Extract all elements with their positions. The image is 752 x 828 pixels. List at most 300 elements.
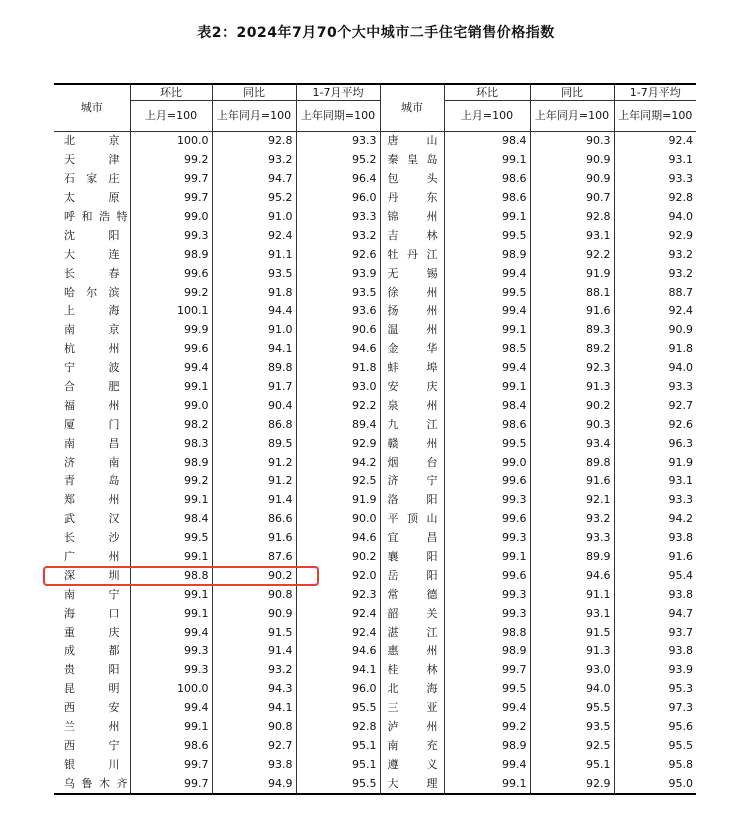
left-yoy-cell: 91.2	[212, 453, 296, 472]
table-row	[54, 132, 696, 151]
left-mom-cell: 99.7	[130, 774, 212, 794]
left-city-cell: 昆 明	[64, 682, 120, 696]
right-yoy-cell: 92.9	[530, 774, 614, 794]
left-mom-cell: 99.1	[130, 604, 212, 623]
right-city-cell: 秦皇岛	[380, 151, 444, 170]
left-city-cell: 南 京	[64, 323, 120, 337]
left-avg-cell: 92.2	[296, 396, 380, 415]
table-row	[54, 737, 696, 756]
right-mom-cell: 99.1	[444, 548, 530, 567]
left-yoy-cell: 91.0	[212, 208, 296, 227]
right-mom-cell: 98.9	[444, 737, 530, 756]
right-yoy-cell: 93.5	[530, 718, 614, 737]
left-city-cell: 杭 州	[64, 342, 120, 356]
left-avg-cell: 95.1	[296, 737, 380, 756]
left-yoy-cell: 94.1	[212, 340, 296, 359]
table-row	[54, 453, 696, 472]
right-avg-cell: 92.4	[614, 132, 696, 151]
left-city-cell: 宁 波	[64, 361, 120, 375]
left-city-cell: 合 肥	[64, 380, 120, 394]
left-avg-cell: 94.1	[296, 661, 380, 680]
table-row	[54, 226, 696, 245]
left-mom-cell: 98.9	[130, 453, 212, 472]
left-city-cell: 长 沙	[64, 531, 120, 545]
left-mom-cell: 99.6	[130, 264, 212, 283]
right-city-cell: 徐 州	[380, 283, 444, 302]
table-row	[54, 529, 696, 548]
avg-base-left: 上年同期=100	[296, 101, 380, 132]
left-mom-cell: 99.2	[130, 283, 212, 302]
table-row	[54, 642, 696, 661]
left-avg-cell: 91.9	[296, 491, 380, 510]
right-mom-cell: 99.6	[444, 510, 530, 529]
right-yoy-cell: 93.3	[530, 529, 614, 548]
left-avg-cell: 92.6	[296, 245, 380, 264]
left-yoy-cell: 93.5	[212, 264, 296, 283]
mom-header-left: 环比	[130, 84, 212, 101]
right-city-cell: 锦 州	[380, 208, 444, 227]
left-avg-cell: 94.6	[296, 642, 380, 661]
left-yoy-cell: 94.1	[212, 699, 296, 718]
right-yoy-cell: 90.3	[530, 415, 614, 434]
right-yoy-cell: 94.0	[530, 680, 614, 699]
left-mom-cell: 99.3	[130, 642, 212, 661]
table-row	[54, 415, 696, 434]
left-city-cell: 太 原	[64, 191, 120, 205]
right-mom-cell: 99.1	[444, 321, 530, 340]
right-avg-cell: 93.8	[614, 585, 696, 604]
right-city-cell: 金 华	[380, 340, 444, 359]
right-yoy-cell: 91.3	[530, 378, 614, 397]
left-city-cell: 西 宁	[64, 738, 120, 752]
left-city-cell: 成 都	[64, 644, 120, 658]
left-city-cell: 大 连	[64, 247, 120, 261]
right-yoy-cell: 89.8	[530, 453, 614, 472]
left-yoy-cell: 91.7	[212, 378, 296, 397]
left-yoy-cell: 92.4	[212, 226, 296, 245]
right-avg-cell: 90.9	[614, 321, 696, 340]
right-avg-cell: 95.6	[614, 718, 696, 737]
right-city-cell: 丹 东	[380, 189, 444, 208]
left-mom-cell: 99.1	[130, 585, 212, 604]
left-mom-cell: 98.2	[130, 415, 212, 434]
right-yoy-cell: 92.2	[530, 245, 614, 264]
right-yoy-cell: 91.3	[530, 642, 614, 661]
left-yoy-cell: 91.2	[212, 472, 296, 491]
right-city-cell: 洛 阳	[380, 491, 444, 510]
table-row	[54, 566, 696, 585]
right-mom-cell: 99.3	[444, 604, 530, 623]
city-header-right: 城市	[380, 84, 444, 132]
right-avg-cell: 88.7	[614, 283, 696, 302]
right-mom-cell: 99.4	[444, 699, 530, 718]
left-avg-cell: 92.8	[296, 718, 380, 737]
right-avg-cell: 93.1	[614, 472, 696, 491]
right-yoy-cell: 93.1	[530, 604, 614, 623]
mom-header-right: 环比	[444, 84, 530, 101]
city-header-left: 城市	[54, 84, 130, 132]
left-mom-cell: 100.0	[130, 680, 212, 699]
left-mom-cell: 99.7	[130, 170, 212, 189]
right-city-cell: 泸 州	[380, 718, 444, 737]
right-city-cell: 北 海	[380, 680, 444, 699]
left-avg-cell: 89.4	[296, 415, 380, 434]
right-yoy-cell: 94.6	[530, 566, 614, 585]
right-avg-cell: 93.3	[614, 378, 696, 397]
left-city-cell: 上 海	[64, 304, 120, 318]
right-city-cell: 吉 林	[380, 226, 444, 245]
left-mom-cell: 99.7	[130, 189, 212, 208]
right-avg-cell: 96.3	[614, 434, 696, 453]
left-city-cell: 海 口	[64, 606, 120, 620]
right-avg-cell: 93.7	[614, 623, 696, 642]
table-row	[54, 434, 696, 453]
left-yoy-cell: 90.8	[212, 585, 296, 604]
left-mom-cell: 98.4	[130, 510, 212, 529]
left-city-cell: 广 州	[64, 550, 120, 564]
left-yoy-cell: 93.2	[212, 661, 296, 680]
right-avg-cell: 97.3	[614, 699, 696, 718]
right-mom-cell: 99.3	[444, 529, 530, 548]
left-city-cell: 天 津	[64, 153, 120, 167]
left-mom-cell: 98.6	[130, 737, 212, 756]
right-mom-cell: 98.4	[444, 396, 530, 415]
right-city-cell: 惠 州	[380, 642, 444, 661]
right-city-cell: 湛 江	[380, 623, 444, 642]
left-avg-cell: 96.0	[296, 189, 380, 208]
table-row	[54, 585, 696, 604]
left-avg-cell: 93.9	[296, 264, 380, 283]
table-row	[54, 774, 696, 794]
left-mom-cell: 100.0	[130, 132, 212, 151]
left-avg-cell: 93.2	[296, 226, 380, 245]
right-mom-cell: 98.9	[444, 642, 530, 661]
left-mom-cell: 99.5	[130, 529, 212, 548]
left-mom-cell: 99.4	[130, 699, 212, 718]
left-mom-cell: 99.1	[130, 718, 212, 737]
table-row	[54, 680, 696, 699]
left-yoy-cell: 91.8	[212, 283, 296, 302]
left-avg-cell: 95.5	[296, 774, 380, 794]
left-city-cell: 呼和浩特	[64, 210, 128, 223]
right-yoy-cell: 89.3	[530, 321, 614, 340]
right-avg-cell: 93.3	[614, 491, 696, 510]
yoy-base-right: 上年同月=100	[530, 101, 614, 132]
left-avg-cell: 96.0	[296, 680, 380, 699]
right-city-cell: 牡丹江	[380, 245, 444, 264]
mom-base-right: 上月=100	[444, 101, 530, 132]
right-mom-cell: 99.1	[444, 151, 530, 170]
right-city-cell: 岳 阳	[380, 566, 444, 585]
right-yoy-cell: 90.3	[530, 132, 614, 151]
left-yoy-cell: 89.8	[212, 359, 296, 378]
right-city-cell: 三 亚	[380, 699, 444, 718]
left-yoy-cell: 91.6	[212, 529, 296, 548]
right-city-cell: 襄 阳	[380, 548, 444, 567]
left-avg-cell: 95.2	[296, 151, 380, 170]
avg-header-left: 1-7月平均	[296, 84, 380, 101]
right-city-cell: 烟 台	[380, 453, 444, 472]
left-mom-cell: 99.4	[130, 623, 212, 642]
right-yoy-cell: 90.7	[530, 189, 614, 208]
right-mom-cell: 98.4	[444, 132, 530, 151]
right-mom-cell: 99.6	[444, 566, 530, 585]
left-yoy-cell: 90.9	[212, 604, 296, 623]
left-city-cell: 南 昌	[64, 436, 120, 450]
left-city-cell: 沈 阳	[64, 228, 120, 242]
table-row	[54, 755, 696, 774]
table-row	[54, 283, 696, 302]
left-avg-cell: 94.6	[296, 340, 380, 359]
left-yoy-cell: 91.4	[212, 491, 296, 510]
left-yoy-cell: 94.7	[212, 170, 296, 189]
right-city-cell: 九 江	[380, 415, 444, 434]
right-mom-cell: 99.4	[444, 302, 530, 321]
left-avg-cell: 95.5	[296, 699, 380, 718]
right-yoy-cell: 91.6	[530, 302, 614, 321]
table-row	[54, 321, 696, 340]
table-row	[54, 604, 696, 623]
left-mom-cell: 99.7	[130, 755, 212, 774]
right-avg-cell: 93.3	[614, 170, 696, 189]
right-avg-cell: 94.2	[614, 510, 696, 529]
table-row	[54, 623, 696, 642]
mom-base-left: 上月=100	[130, 101, 212, 132]
right-city-cell: 大 理	[380, 774, 444, 794]
right-yoy-cell: 89.2	[530, 340, 614, 359]
right-city-cell: 扬 州	[380, 302, 444, 321]
table-row	[54, 302, 696, 321]
right-city-cell: 韶 关	[380, 604, 444, 623]
left-mom-cell: 99.4	[130, 359, 212, 378]
right-avg-cell: 95.5	[614, 737, 696, 756]
left-avg-cell: 93.3	[296, 132, 380, 151]
right-city-cell: 安 庆	[380, 378, 444, 397]
right-yoy-cell: 90.9	[530, 151, 614, 170]
right-avg-cell: 95.8	[614, 755, 696, 774]
right-yoy-cell: 89.9	[530, 548, 614, 567]
left-city-cell: 厦 门	[64, 417, 120, 431]
table-row	[54, 378, 696, 397]
avg-header-right: 1-7月平均	[614, 84, 696, 101]
right-avg-cell: 93.1	[614, 151, 696, 170]
left-mom-cell: 99.1	[130, 548, 212, 567]
right-avg-cell: 93.8	[614, 642, 696, 661]
left-yoy-cell: 90.4	[212, 396, 296, 415]
left-city-cell: 西 安	[64, 701, 120, 715]
right-yoy-cell: 88.1	[530, 283, 614, 302]
right-avg-cell: 94.0	[614, 359, 696, 378]
right-yoy-cell: 93.4	[530, 434, 614, 453]
left-yoy-cell: 91.1	[212, 245, 296, 264]
left-avg-cell: 92.4	[296, 604, 380, 623]
left-city-cell: 贵 阳	[64, 663, 120, 677]
right-city-cell: 无 锡	[380, 264, 444, 283]
right-mom-cell: 98.6	[444, 170, 530, 189]
left-city-cell: 济 南	[64, 455, 120, 469]
left-avg-cell: 90.6	[296, 321, 380, 340]
left-yoy-cell: 89.5	[212, 434, 296, 453]
right-yoy-cell: 91.6	[530, 472, 614, 491]
left-avg-cell: 93.0	[296, 378, 380, 397]
right-avg-cell: 94.7	[614, 604, 696, 623]
left-avg-cell: 94.6	[296, 529, 380, 548]
left-avg-cell: 93.3	[296, 208, 380, 227]
right-avg-cell: 92.8	[614, 189, 696, 208]
right-city-cell: 遵 义	[380, 755, 444, 774]
right-mom-cell: 98.6	[444, 415, 530, 434]
right-mom-cell: 99.1	[444, 208, 530, 227]
right-avg-cell: 91.9	[614, 453, 696, 472]
table-row	[54, 208, 696, 227]
right-mom-cell: 99.7	[444, 661, 530, 680]
right-yoy-cell: 95.5	[530, 699, 614, 718]
table-row	[54, 491, 696, 510]
left-avg-cell: 93.5	[296, 283, 380, 302]
table-row	[54, 396, 696, 415]
left-yoy-cell: 95.2	[212, 189, 296, 208]
table-row	[54, 245, 696, 264]
right-yoy-cell: 92.3	[530, 359, 614, 378]
left-yoy-cell: 91.0	[212, 321, 296, 340]
left-avg-cell: 92.0	[296, 566, 380, 585]
right-mom-cell: 98.6	[444, 189, 530, 208]
right-yoy-cell: 91.1	[530, 585, 614, 604]
right-mom-cell: 99.1	[444, 378, 530, 397]
left-mom-cell: 99.2	[130, 472, 212, 491]
right-city-cell: 温 州	[380, 321, 444, 340]
left-city-cell: 北 京	[64, 134, 120, 148]
right-yoy-cell: 93.0	[530, 661, 614, 680]
right-mom-cell: 99.3	[444, 585, 530, 604]
right-avg-cell: 91.6	[614, 548, 696, 567]
table-row	[54, 472, 696, 491]
left-avg-cell: 92.5	[296, 472, 380, 491]
left-mom-cell: 99.3	[130, 661, 212, 680]
left-mom-cell: 99.3	[130, 226, 212, 245]
left-mom-cell: 99.0	[130, 396, 212, 415]
right-mom-cell: 99.5	[444, 283, 530, 302]
left-mom-cell: 99.9	[130, 321, 212, 340]
table-row	[54, 510, 696, 529]
right-yoy-cell: 92.1	[530, 491, 614, 510]
right-mom-cell: 99.4	[444, 264, 530, 283]
right-avg-cell: 95.4	[614, 566, 696, 585]
table-row	[54, 264, 696, 283]
right-mom-cell: 99.2	[444, 718, 530, 737]
right-avg-cell: 93.2	[614, 264, 696, 283]
right-mom-cell: 99.4	[444, 359, 530, 378]
left-yoy-cell: 92.8	[212, 132, 296, 151]
left-city-cell: 福 州	[64, 398, 120, 412]
left-yoy-cell: 94.3	[212, 680, 296, 699]
right-avg-cell: 94.0	[614, 208, 696, 227]
left-city-cell: 青 岛	[64, 474, 120, 488]
left-mom-cell: 99.1	[130, 378, 212, 397]
left-avg-cell: 95.1	[296, 755, 380, 774]
right-avg-cell: 95.3	[614, 680, 696, 699]
left-yoy-cell: 87.6	[212, 548, 296, 567]
left-avg-cell: 94.2	[296, 453, 380, 472]
left-avg-cell: 91.8	[296, 359, 380, 378]
left-avg-cell: 92.9	[296, 434, 380, 453]
right-mom-cell: 99.1	[444, 774, 530, 794]
right-avg-cell: 93.9	[614, 661, 696, 680]
right-yoy-cell: 91.5	[530, 623, 614, 642]
right-mom-cell: 98.9	[444, 245, 530, 264]
table-row	[54, 170, 696, 189]
left-city-cell: 深 圳	[64, 568, 120, 582]
right-city-cell: 唐 山	[380, 132, 444, 151]
left-yoy-cell: 86.6	[212, 510, 296, 529]
left-yoy-cell: 86.8	[212, 415, 296, 434]
right-yoy-cell: 95.1	[530, 755, 614, 774]
yoy-header-left: 同比	[212, 84, 296, 101]
price-index-table	[54, 83, 696, 795]
left-avg-cell: 90.2	[296, 548, 380, 567]
left-yoy-cell: 90.2	[212, 566, 296, 585]
right-avg-cell: 93.2	[614, 245, 696, 264]
right-yoy-cell: 90.9	[530, 170, 614, 189]
table-row	[54, 699, 696, 718]
right-city-cell: 桂 林	[380, 661, 444, 680]
table-row	[54, 359, 696, 378]
right-avg-cell: 93.8	[614, 529, 696, 548]
left-avg-cell: 90.0	[296, 510, 380, 529]
right-mom-cell: 99.6	[444, 472, 530, 491]
right-mom-cell: 99.4	[444, 755, 530, 774]
yoy-header-right: 同比	[530, 84, 614, 101]
left-mom-cell: 98.3	[130, 434, 212, 453]
right-city-cell: 蚌 埠	[380, 359, 444, 378]
right-mom-cell: 99.5	[444, 226, 530, 245]
table-row	[54, 151, 696, 170]
right-avg-cell: 92.9	[614, 226, 696, 245]
right-yoy-cell: 91.9	[530, 264, 614, 283]
right-mom-cell: 99.0	[444, 453, 530, 472]
left-yoy-cell: 93.8	[212, 755, 296, 774]
right-mom-cell: 99.3	[444, 491, 530, 510]
left-avg-cell: 93.6	[296, 302, 380, 321]
left-city-cell: 长 春	[64, 266, 120, 280]
table-row	[54, 548, 696, 567]
left-avg-cell: 96.4	[296, 170, 380, 189]
left-mom-cell: 98.9	[130, 245, 212, 264]
left-yoy-cell: 92.7	[212, 737, 296, 756]
right-yoy-cell: 90.2	[530, 396, 614, 415]
right-city-cell: 宜 昌	[380, 529, 444, 548]
left-city-cell: 南 宁	[64, 587, 120, 601]
left-city-cell: 哈尔滨	[64, 285, 120, 299]
avg-base-right: 上年同期=100	[614, 101, 696, 132]
right-mom-cell: 99.5	[444, 434, 530, 453]
left-yoy-cell: 94.9	[212, 774, 296, 794]
table-row	[54, 340, 696, 359]
left-mom-cell: 98.8	[130, 566, 212, 585]
left-mom-cell: 99.1	[130, 491, 212, 510]
right-city-cell: 常 德	[380, 585, 444, 604]
table-row	[54, 661, 696, 680]
table-row	[54, 718, 696, 737]
right-avg-cell: 92.6	[614, 415, 696, 434]
right-yoy-cell: 92.8	[530, 208, 614, 227]
right-city-cell: 赣 州	[380, 434, 444, 453]
left-city-cell: 郑 州	[64, 493, 120, 507]
yoy-base-left: 上年同月=100	[212, 101, 296, 132]
right-yoy-cell: 92.5	[530, 737, 614, 756]
right-yoy-cell: 93.1	[530, 226, 614, 245]
left-city-cell: 武 汉	[64, 512, 120, 526]
